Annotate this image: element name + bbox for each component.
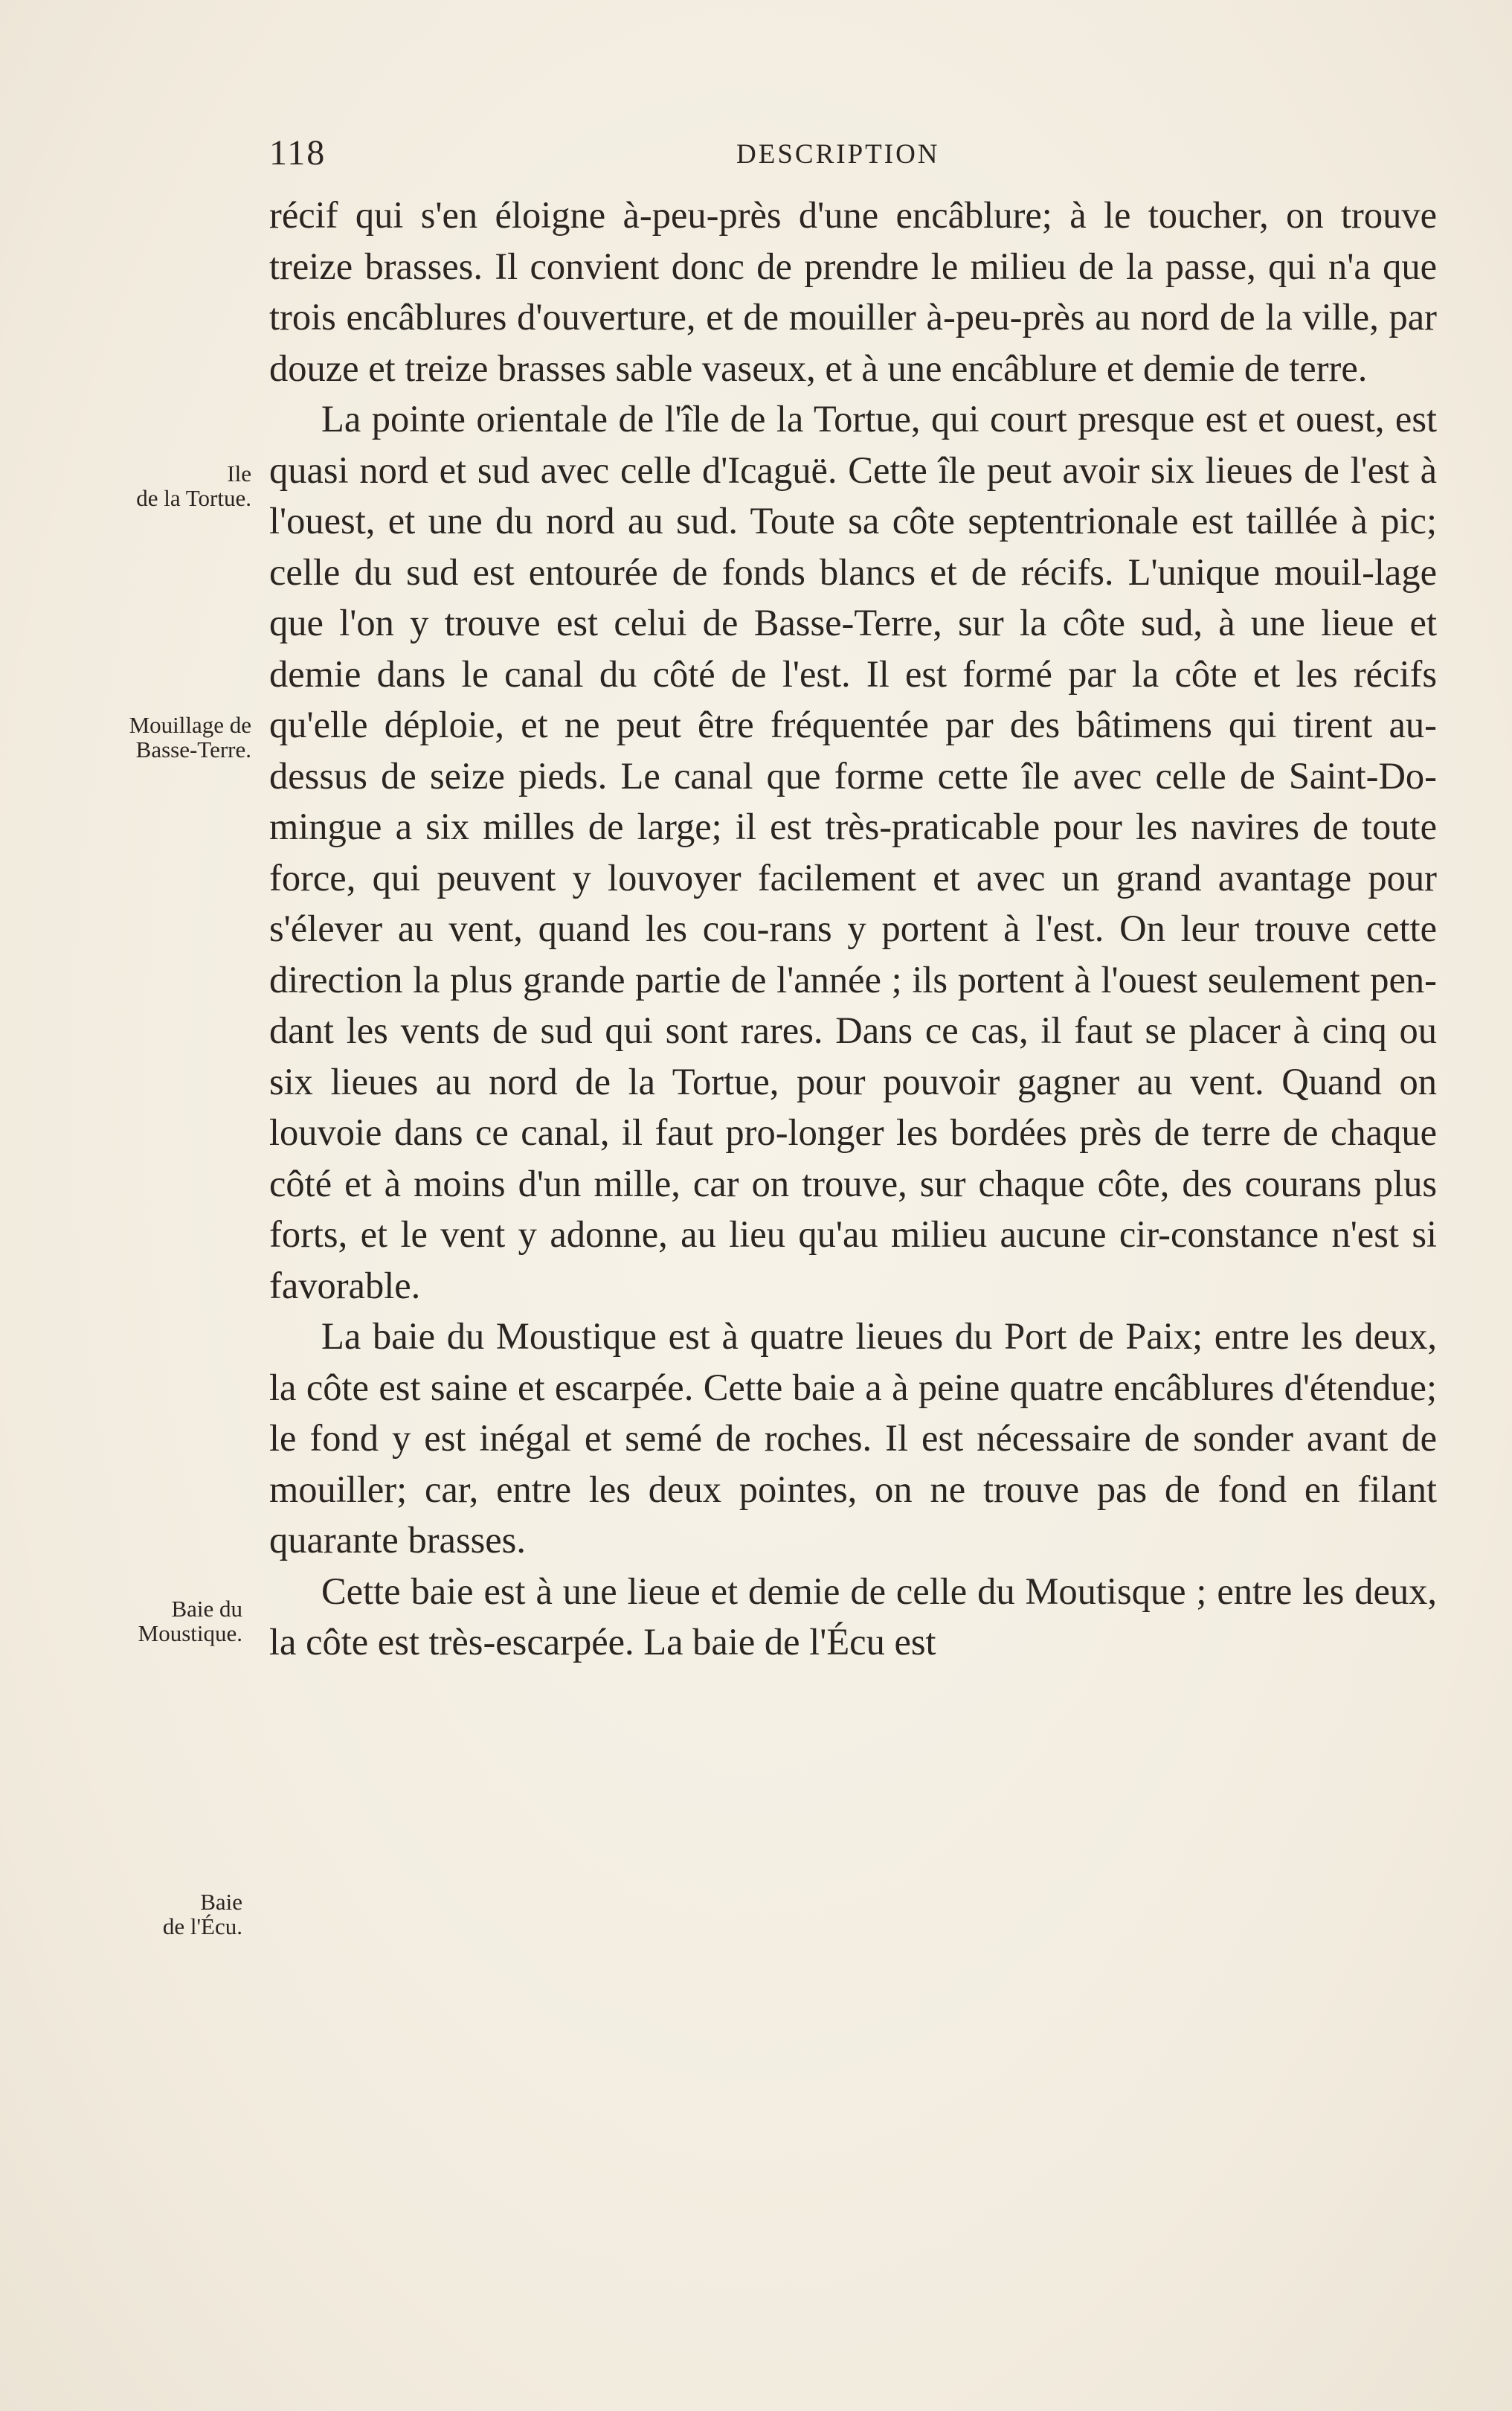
margin-note-tortue bbox=[28, 461, 251, 510]
margin-note-line: Baie bbox=[200, 1889, 242, 1915]
paragraph-moustique: La baie du Moustique est à quatre lieues du Port de Paix; entre les deux, la côte est saine et escarpée. Cette baie a à peine quatre encâblures d'étendue; le fond y est inégal et semé de roches. Il est nécessaire de sonder avant de mouiller; car, entre les deux pointes, on ne trouve pas de fond en filant quarante brasses. bbox=[269, 1315, 1437, 1561]
margin-note-line: de l'Écu. bbox=[162, 1913, 242, 1939]
margin-note-line: de la Tortue. bbox=[136, 485, 251, 511]
margin-note-ecu bbox=[19, 1890, 242, 1939]
margin-note-moustique bbox=[19, 1596, 242, 1646]
paragraph-tortue: La pointe orientale de l'île de la Tortue, qui court presque est et ouest, est quasi nord et sud avec celle d'Icaguë. Cette île peut avoir six lieues de l'est à l'ouest, et une du nord au sud. Toute sa côte septentrionale est taillée à pic; celle du sud est entourée de fonds blancs et de récifs. L'unique mouil-lage que l'on y trouve est celui de Basse-Terre, sur la côte sud, à une lieue et demie dans le canal du côté de l'est. Il est formé par la côte et les récifs qu'elle déploie, et ne peut être fréquentée par des bâtimens qui tirent au-dessus de seize pieds. Le canal que forme cette île avec celle de Saint-Do-mingue a six milles de large; il est très-praticable pour les navires de toute force, qui peuvent y louvoyer facilement et avec un grand avantage pour s'élever au vent, quand les cou-rans y portent à l'est. On leur trouve cette direction la plus grande partie de l'année ; ils portent à l'ouest seulement pen-dant les vents de sud qui sont rares. Dans ce cas, il faut se placer à cinq ou six lieues au nord de la Tortue, pour pouvoir gagner au vent. Quand on louvoie dans ce canal, il faut pro-longer les bordées près de terre de chaque côté et à moins d'un mille, car on trouve, sur chaque côte, des courans plus forts, et le vent y adonne, au lieu qu'au milieu aucune cir-constance n'est si favorable. bbox=[269, 398, 1437, 1306]
margin-note-line: Moustique. bbox=[138, 1620, 242, 1646]
margin-note-line: Baie du bbox=[171, 1596, 242, 1622]
margin-note-line: Ile bbox=[227, 460, 251, 487]
running-title: DESCRIPTION bbox=[736, 139, 940, 170]
page-header bbox=[269, 132, 1437, 177]
paragraph-continuation: récif qui s'en éloigne à-peu-près d'une encâblure; à le toucher, on trouve treize brasses. Il convient donc de prendre le milieu de la passe, qui n'a que trois encâblures d'ouverture, et de mouiller à-peu-près au nord de la ville, par douze et treize brasses sable vaseux, et à une encâblure et demie de terre. bbox=[269, 194, 1437, 389]
body-text bbox=[269, 190, 1437, 1668]
margin-note-line: Basse-Terre. bbox=[135, 736, 251, 763]
paragraph-ecu: Cette baie est à une lieue et demie de celle du Moutisque ; entre les deux, la côte est très-escarpée. La baie de l'Écu est bbox=[269, 1570, 1437, 1663]
margin-note-basse-terre bbox=[28, 713, 251, 762]
page-number: 118 bbox=[269, 133, 326, 173]
margin-note-line: Mouillage de bbox=[129, 712, 251, 738]
